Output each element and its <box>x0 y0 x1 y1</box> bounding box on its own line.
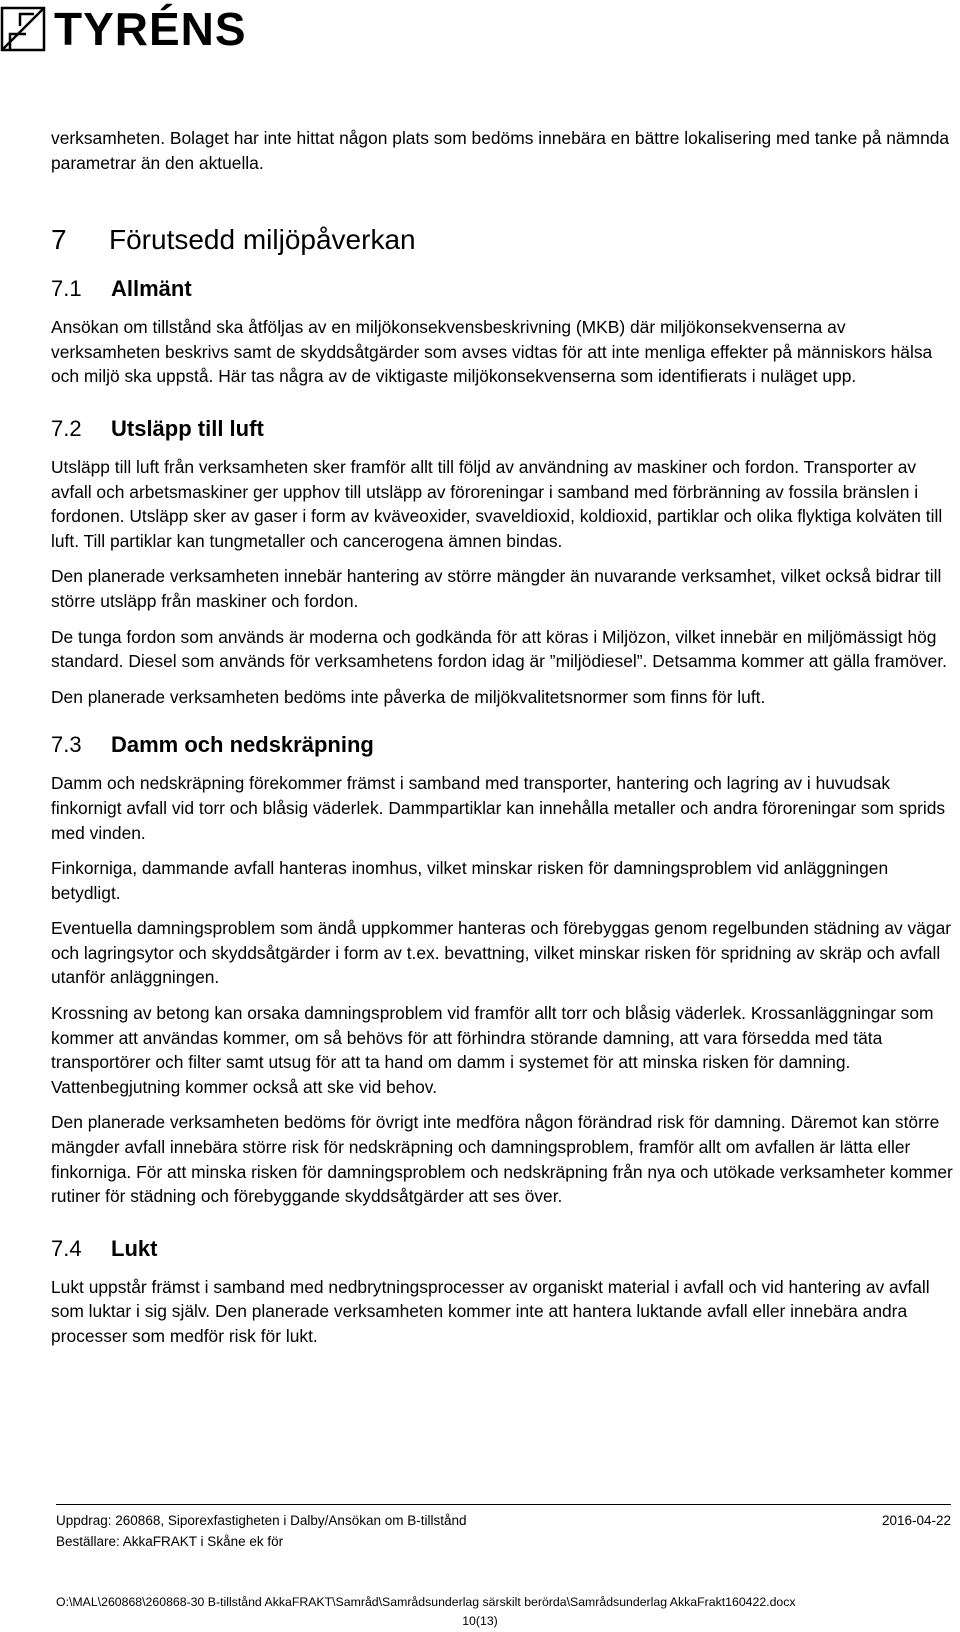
paragraph: Utsläpp till luft från verksamheten sker framför allt till följd av användning av maskiner och fordon. Transporter av avfall och arbetsmaskiner ger upphov till utsläpp av föroreningar i samband med förbränning av fossila bränslen i fordonen. Utsläpp sker av gaser i form av kväveoxider, svaveldioxid, koldioxid, partiklar och olika flyktiga kolväten till luft. Till partiklar kan tungmetaller och cancerogena ämnen bindas. <box>51 456 943 551</box>
page-number: 10(13) <box>462 1614 498 1628</box>
company-logo <box>0 3 247 55</box>
tyrens-logo-icon <box>0 6 46 52</box>
section-number: 7.1 <box>51 276 82 302</box>
paragraph: Den planerade verksamheten innebär hantering av större mängder än nuvarande verksamhet, vilket också bidrar till större utsläpp från maskiner och fordon. <box>51 566 942 611</box>
section-7-2-heading <box>51 415 956 443</box>
footer-file-path: O:\MAL\260868\260868-30 B-tillstånd AkkaFRAKT\Samråd\Samrådsunderlag särskilt berörda\Samrådsunderlag AkkaFrakt160422.docx <box>56 1595 796 1609</box>
page-footer <box>56 1510 951 1552</box>
section-title: Utsläpp till luft <box>111 415 264 441</box>
section-title: Lukt <box>111 1235 158 1261</box>
paragraph: Krossning av betong kan orsaka damningsproblem vid framför allt torr och blåsig väderlek. Krossanläggningar som kommer att användas kommer, om så behövs för att förhindra störande damning, att vara försedda med täta transportörer och filter samt utsug för att ta hand om damm i systemet för att minska risken för damning. Vattenbegjutning kommer också att ske vid behov. <box>51 1003 934 1097</box>
logo-text: TYRÉNS <box>54 3 247 55</box>
footer-client: Beställare: AkkaFRAKT i Skåne ek för <box>56 1534 284 1549</box>
paragraph: Damm och nedskräpning förekommer främst i samband med transporter, hantering och lagring av i huvudsak finkornigt avfall vid torr och blåsig väderlek. Dammpartiklar kan innehålla metaller och andra föroreningar som sprids med vinden. <box>51 773 946 843</box>
paragraph: Den planerade verksamheten bedöms inte påverka de miljökvalitetsnormer som finns för luft. <box>51 686 766 707</box>
section-7-heading <box>51 223 956 257</box>
section-title: Förutsedd miljöpåverkan <box>109 224 416 256</box>
footer-assignment: Uppdrag: 260868, Siporexfastigheten i Dalby/Ansökan om B-tillstånd <box>56 1513 467 1528</box>
section-7-1-heading <box>51 275 956 303</box>
section-title: Damm och nedskräpning <box>111 732 374 758</box>
paragraph: De tunga fordon som används är moderna och godkända för att köras i Miljözon, vilket innebär en miljömässigt hög standard. Diesel som används för verksamhetens fordon idag är ”miljödiesel”. Detsamma kommer att gälla framöver. <box>51 626 947 672</box>
section-number: 7 <box>51 224 67 256</box>
footer-date: 2016-04-22 <box>881 1513 951 1528</box>
paragraph: Den planerade verksamheten bedöms för övrigt inte medföra någon förändrad risk för damning. Däremot kan större mängder avfall innebära större risk för nedskräpning och damningsproblem, framför allt om avfallen är lätta eller finkorniga. För att minska risken för damningsproblem och nedskräpning från nya och utökade verksamheter kommer rutiner för städning och förebyggande skyddsåtgärder att ses över. <box>51 1112 953 1207</box>
document-body <box>51 126 956 1349</box>
section-number: 7.4 <box>51 1235 82 1261</box>
section-title: Allmänt <box>111 276 192 302</box>
section-number: 7.2 <box>51 415 82 441</box>
intro-paragraph: verksamheten. Bolaget har inte hittat någon plats som bedöms innebära en bättre lokalisering med tanke på nämnda parametrar än den aktuella. <box>51 128 950 173</box>
paragraph: Eventuella damningsproblem som ändå uppkommer hanteras och förebyggas genom regelbunden städning av vägar och lagringsytor och skyddsåtgärder i form av t.ex. bevattning, vilket minskar risken för spridning av skräp och avfall utanför anläggningen. <box>51 918 952 988</box>
section-7-3-heading <box>51 731 956 759</box>
paragraph: Lukt uppstår främst i samband med nedbrytningsprocesser av organiskt material i avfall och vid hantering av avfall som luktar i sig själv. Den planerade verksamheten kommer inte att hantera luktande avfall eller innebära andra processer som medför risk för lukt. <box>51 1276 930 1346</box>
paragraph: Finkorniga, dammande avfall hanteras inomhus, vilket minskar risken för damningsproblem vid anläggningen betydligt. <box>51 858 889 903</box>
section-number: 7.3 <box>51 732 82 758</box>
footer-divider <box>56 1504 951 1505</box>
section-7-4-heading <box>51 1235 956 1263</box>
paragraph: Ansökan om tillstånd ska åtföljas av en miljökonsekvensbeskrivning (MKB) där miljökonsekvenserna av verksamheten beskrivs samt de skyddsåtgärder som avses vidtas för att inte menliga effekter på människors hälsa och miljö ska uppstå. Här tas några av de viktigaste miljökonsekvenserna som identifierats i nuläget upp. <box>51 317 933 387</box>
